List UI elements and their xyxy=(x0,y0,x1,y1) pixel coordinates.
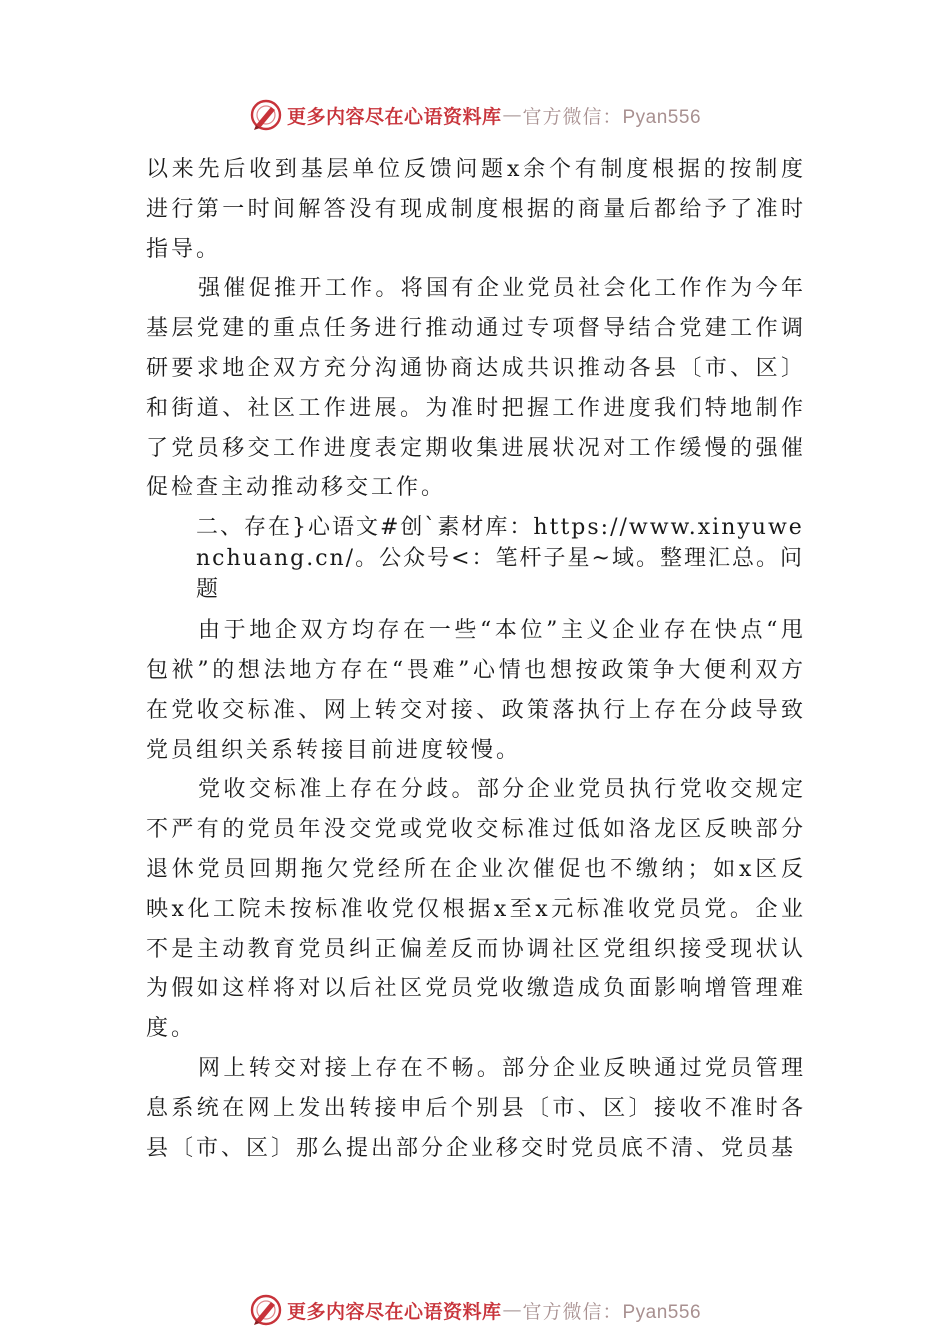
pen-logo-icon xyxy=(249,98,283,132)
banner-dash: — xyxy=(502,104,522,126)
banner-wechat-account: Pyan556 xyxy=(622,106,702,128)
paragraph-3: 由于地企双方均存在一些“本位”主义企业存在快点“甩包袱”的想法地方存在“畏难”心情也想按政策争大便利双方在党收交标准、网上转交对接、政策落执行上存在分歧导致党员组织关系转接目前进度较慢。 xyxy=(146,618,806,763)
banner-wechat-text xyxy=(522,102,701,129)
paragraph-4: 党收交标准上存在分歧。部分企业党员执行党收交规定不严有的党员年没交党或党收交标准过低如洛龙区反映部分退休党员回期拖欠党经所在企业次催促也不缴纳；如x区反映x化工院未按标准收党仅根据x至x元标准收党员党。企业不是主动教育党员纠正偏差反而协调社区党组织接受现状认为假如这样将对以后社区党员党收缴造成负面影响增管理难度。 xyxy=(146,777,806,1042)
banner-brand-text: 更多内容尽在心语资料库 xyxy=(286,105,502,128)
banner-dash: — xyxy=(502,1299,522,1321)
header-banner xyxy=(0,95,950,135)
paragraph-2: 强催促推开工作。将国有企业党员社会化工作作为今年基层党建的重点任务进行推动通过专项督导结合党建工作调研要求地企双方充分沟通协商达成共识推动各县〔市、区〕和街道、社区工作进展。为准时把握工作进度我们特地制作了党员移交工作进度表定期收集进展状况对工作缓慢的强催促检查主动推动移交工作。 xyxy=(146,276,806,501)
section-heading: 二、存在}心语文#创`素材库：https://www.xinyuwenchuang.cn/。公众号<：笔杆子星~域。整理汇总。问题 xyxy=(196,515,804,603)
paragraph-1: 以来先后收到基层单位反馈问题x余个有制度根据的按制度进行第一时间解答没有现成制度根据的商量后都给予了准时指导。 xyxy=(146,157,806,262)
banner-brand-text: 更多内容尽在心语资料库 xyxy=(286,1300,502,1323)
pen-logo-icon xyxy=(249,1293,283,1327)
banner-wechat-prefix: 官方微信： xyxy=(522,1300,623,1323)
banner-wechat-prefix: 官方微信： xyxy=(522,105,623,128)
document-body xyxy=(146,150,806,1168)
footer-banner xyxy=(0,1290,950,1330)
banner-wechat-text xyxy=(522,1297,701,1324)
paragraph-5: 网上转交对接上存在不畅。部分企业反映通过党员管理息系统在网上发出转接申后个别县〔市、区〕接收不准时各县〔市、区〕那么提出部分企业移交时党员底不清、党员基 xyxy=(146,1055,806,1161)
banner-wechat-account: Pyan556 xyxy=(622,1301,702,1323)
